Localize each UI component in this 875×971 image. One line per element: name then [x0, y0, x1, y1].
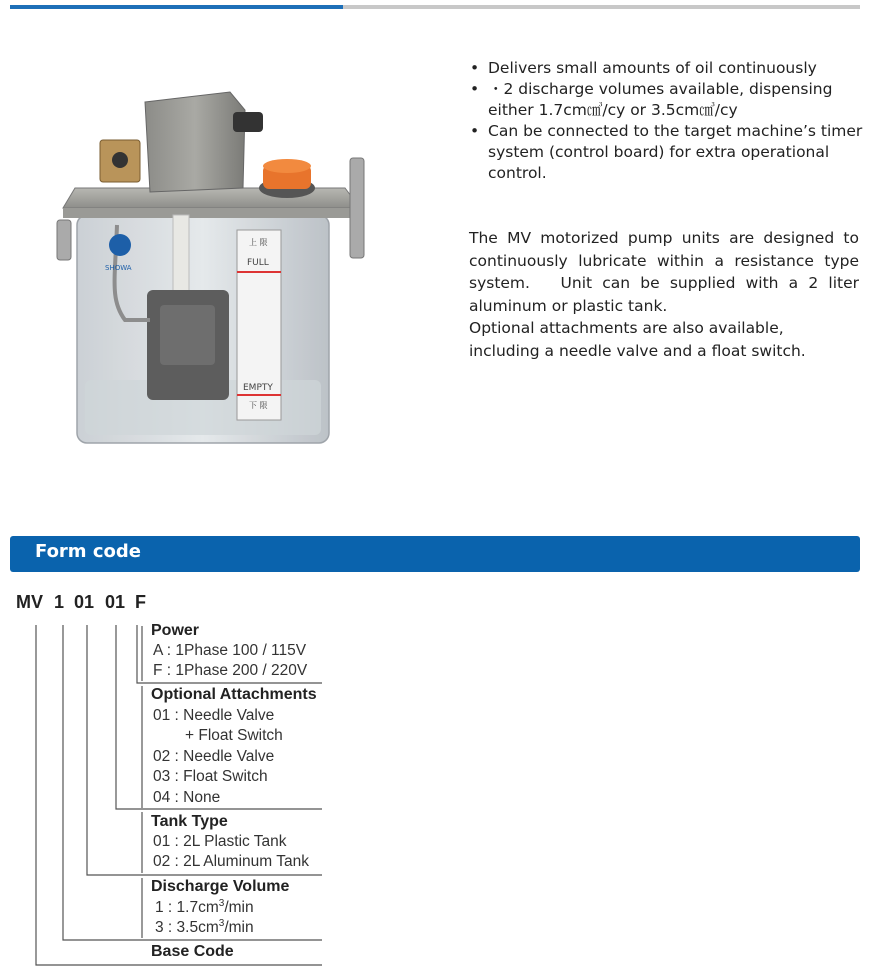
- section-title: Form code: [35, 541, 141, 562]
- code-part-discharge: 1: [54, 592, 65, 612]
- tank-option: 02 : 2L Aluminum Tank: [153, 853, 309, 870]
- empty-kanji-label: 下 限: [249, 401, 268, 410]
- base-title: Base Code: [151, 943, 234, 960]
- power-title: Power: [151, 622, 200, 639]
- code-part-base: MV: [16, 592, 43, 612]
- power-option: F : 1Phase 200 / 220V: [153, 662, 308, 679]
- full-kanji-label: 上 限: [249, 238, 268, 247]
- optional-title: Optional Attachments: [151, 686, 317, 703]
- optional-option: 01 : Needle Valve: [153, 707, 275, 724]
- feature-item: • ・2 discharge volumes available, dispensing either 1.7cm㎤/cy or 3.5cm㎤/cy: [468, 79, 863, 121]
- feature-item: • Can be connected to the target machine’s timer system (control board) for extra operational control.: [468, 121, 863, 184]
- description-paragraph: The MV motorized pump units are designed to continuously lubricate within a resistance type system. Unit can be supplied with a 2 liter aluminum or plastic tank.: [469, 229, 860, 315]
- discharge-option: 1 : $1.7cm^3/\min$: [155, 897, 254, 916]
- code-part-tank: 01: [74, 592, 95, 612]
- optional-option: 04 : None: [153, 789, 221, 806]
- empty-label: EMPTY: [243, 383, 273, 393]
- brand-label: SHOWA: [105, 264, 132, 272]
- feature-item: • Delivers small amounts of oil continuously: [468, 58, 863, 79]
- power-option: A : 1Phase 100 / 115V: [153, 642, 307, 659]
- code-part-power: F: [135, 592, 146, 612]
- code-part-optional: 01: [105, 592, 126, 612]
- full-label: FULL: [247, 258, 269, 268]
- tank-option: 01 : 2L Plastic Tank: [153, 833, 287, 850]
- discharge-title: Discharge Volume: [151, 878, 290, 895]
- optional-option: + Float Switch: [185, 727, 283, 744]
- tank-title: Tank Type: [151, 813, 228, 830]
- discharge-option: 3 : $3.5cm^3/\min$: [155, 917, 254, 936]
- optional-option: 02 : Needle Valve: [153, 748, 275, 765]
- description-paragraph: Optional attachments are also available, including a needle valve and a float switch.: [469, 319, 806, 360]
- optional-option: 03 : Float Switch: [153, 768, 268, 785]
